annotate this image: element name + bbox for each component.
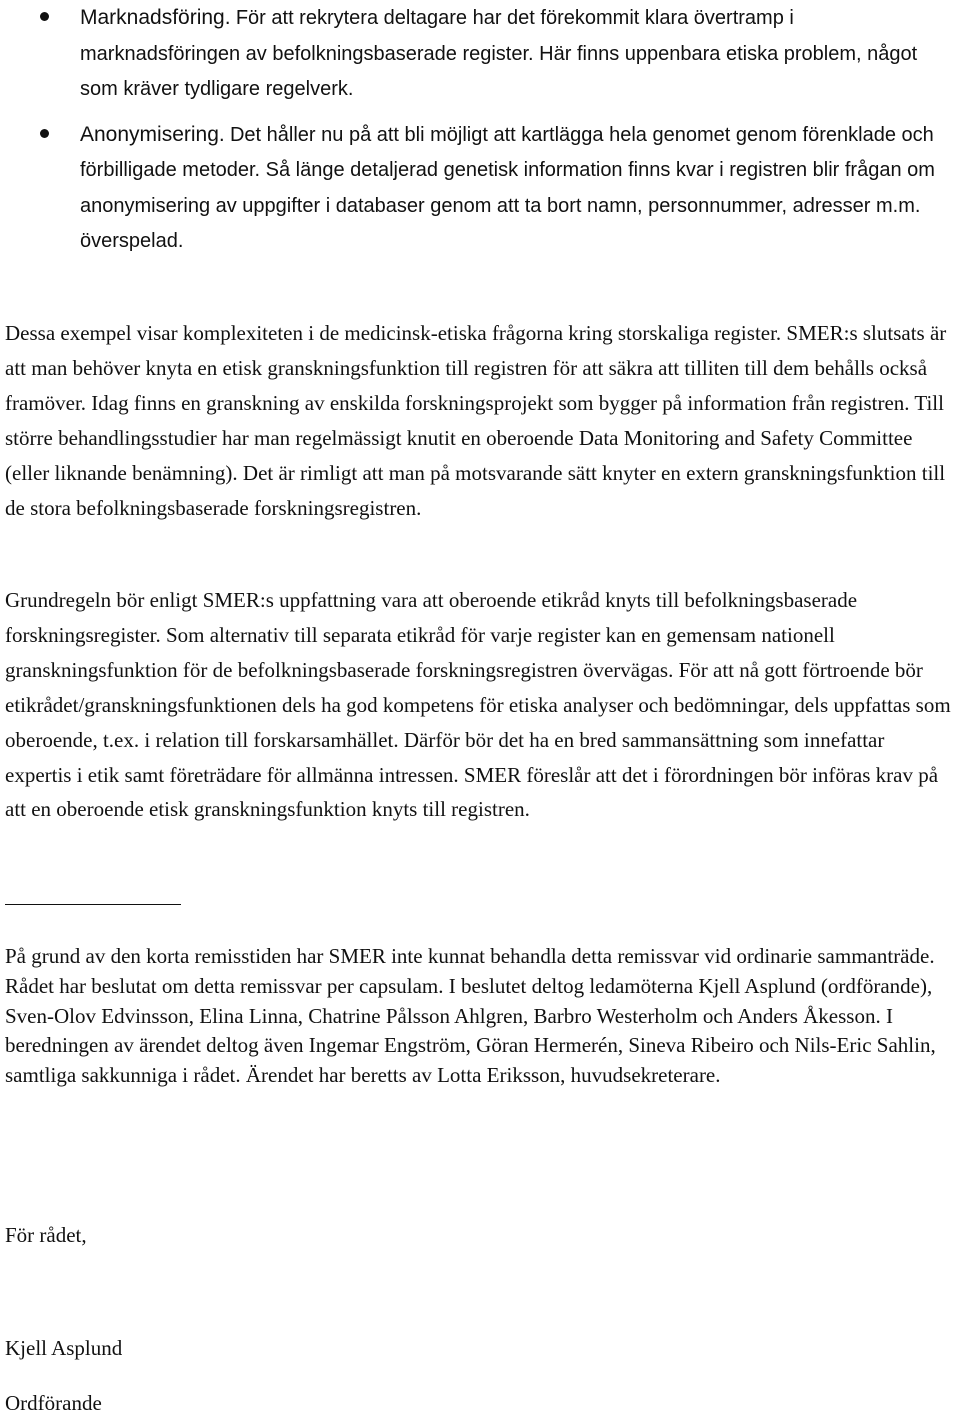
procedure-note: På grund av den korta remisstiden har SMER inte kunnat behandla detta remissvar vid ordinarie sammanträde. Rådet har beslutat om detta remissvar per capsulam. I beslutet deltog ledamöterna Kjell Asplund (ordförande), Sven-Olov Edvinsson, Elina Linna, Chatrine Pålsson Ahlgren, Barbro Westerholm och Anders Åkesson. I beredningen av ärendet deltog även Ingemar Engström, Göran Hermerén, Sineva Ribeiro och Nils-Eric Sahlin, samtliga sakkunniga i rådet. Ärendet har beretts av Lotta Eriksson, huvudsekreterare. [5,944,936,1088]
bullet-body: För att rekrytera deltagare har det förekommit klara övertramp i marknadsföringen av befolkningsbaserade register. Här finns uppenbara etiska problem, något som kräver tydligare regelverk. [80,7,918,100]
paragraph-examples: Dessa exempel visar komplexiteten i de medicinsk-etiska frågorna kring storskaliga register. SMER:s slutsats är att man behöver knyta en etisk granskningsfunktion till registren för att säkra att tilliten till dem behålls också framöver. Idag finns en granskning av enskilda forskningsprojekt som bygger på information från registren. Till större behandlingsstudier har man regelmässigt knutit en oberoende Data Monitoring and Safety Committee (eller liknande benämning). Det är rimligt att man på motsvarande sätt knyter en extern granskningsfunktion till de stora befolkningsbaserade forskningsregistren. [5,321,947,520]
paragraph-basic-rule: Grundregeln bör enligt SMER:s uppfattning vara att oberoende etikråd knyts till befolkningsbaserade forskningsregister. Som alternativ till separata etikråd för varje register kan en gemensam nationell granskningsfunktion för de befolkningsbaserade forskningsregistren övervägas. För att nå gott förtroende bör etikrådet/granskningsfunktionen dels ha god kompetens för etiska analyser och bedömningar, dels uppfattas som oberoende, t.ex. i relation till forskarsamhället. Därför bör det ha en bred sammansättning som innefattar expertis i etik samt företrädare för allmänna intressen. SMER föreslår att det i förordningen bör införas krav på att en oberoende etisk granskningsfunktion knyts till registren. [5,588,951,822]
closing-text: För rådet, [5,1223,87,1247]
footnote-divider [5,904,181,905]
bullet-body: Det håller nu på att bli möjligt att kartlägga hela genomet genom förenklade och förbilligade metoder. Så länge detaljerad genetisk information finns kvar i registren blir frågan om anonymisering av uppgifter i databaser genom att ta bort namn, personnummer, adresser m.m. överspelad. [80,123,935,252]
bullet-heading: Anonymisering. [80,122,225,146]
bullet-heading: Marknadsföring. [80,6,231,29]
bullet-list [0,0,950,259]
signatory-name: Kjell Asplund [5,1336,123,1360]
signatory-title: Ordförande [5,1391,102,1415]
bullet-item-anonymisering [0,117,950,259]
bullet-dot-icon [40,129,49,138]
bullet-dot-icon [40,12,49,21]
bullet-item-marknadsforing [0,0,950,107]
